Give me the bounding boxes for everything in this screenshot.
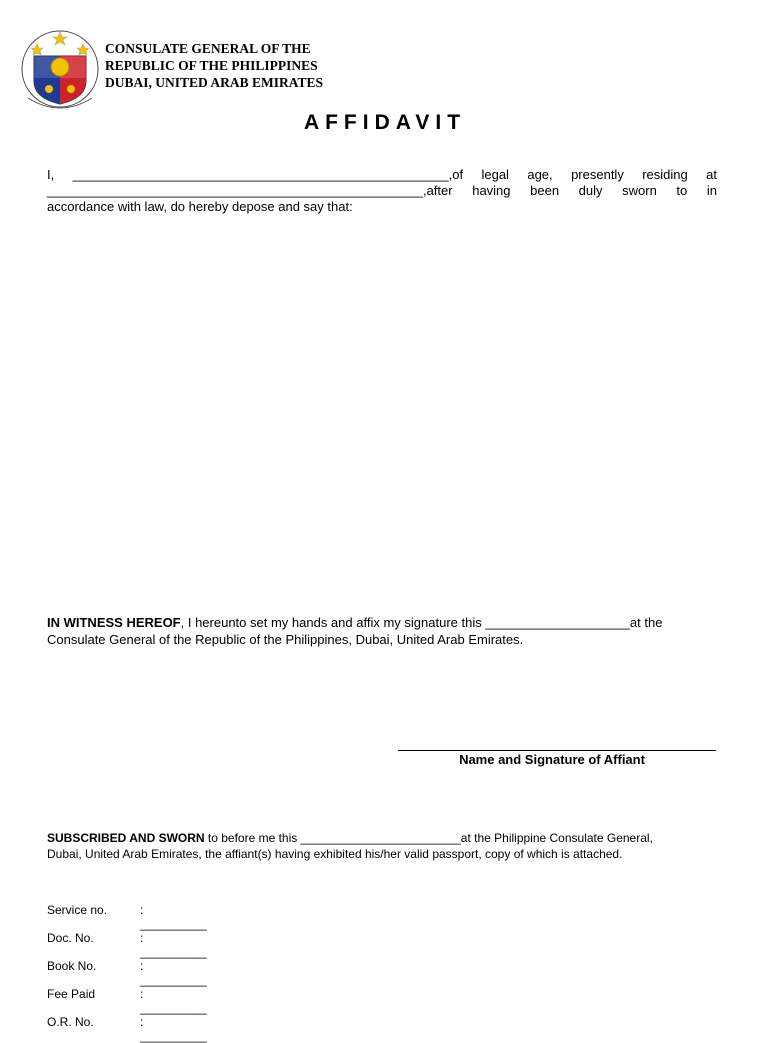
service-blank[interactable]: : __________ [140,903,207,931]
service-label: Service no. [47,903,108,917]
service-row [47,1015,210,1043]
service-blank[interactable]: : __________ [140,1015,207,1043]
header-line-1: CONSULATE GENERAL OF THE [105,41,311,56]
address-blank[interactable]: ____________________________________________________ [47,183,423,198]
witness-paragraph [47,614,717,648]
consulate-header [105,40,323,91]
signature-label: Name and Signature of Affiant [459,752,645,767]
header-line-3: DUBAI, UNITED ARAB EMIRATES [105,75,324,90]
service-label: O.R. No. [47,1015,94,1029]
service-label: Book No. [47,959,97,973]
witness-line-1 [47,614,717,631]
witness-text-1: , I hereunto set my hands and affix my signature this ____________________at the [180,615,663,630]
intro-line-2 [47,183,717,199]
intro-line-3: accordance with law, do hereby depose and say that: [47,199,353,214]
service-label: Fee Paid [47,987,96,1001]
document-title: AFFIDAVIT [303,111,467,134]
service-details [47,903,210,1043]
intro-line-1-text: ,of legal age, presently residing at [448,167,718,182]
philippine-seal-icon [20,26,100,112]
sworn-line-2: Dubai, United Arab Emirates, the affiant(s) having exhibited his/her valid passport, copy of which is attached. [47,847,623,861]
witness-bold: IN WITNESS HEREOF [47,615,181,630]
service-row [47,903,210,931]
witness-line-2: Consulate General of the Republic of the Philippines, Dubai, United Arab Emirates. [47,632,524,647]
sworn-text-1: to before me this ________________________at the Philippine Consulate General, [204,831,653,845]
header-line-2: REPUBLIC OF THE PHILIPPINES [105,58,318,73]
name-blank[interactable]: I, ____________________________________________________ [47,167,449,182]
signature-line[interactable] [398,738,716,751]
service-blank[interactable]: : __________ [140,931,207,959]
sworn-paragraph [47,830,727,862]
service-label: Doc. No. [47,931,94,945]
sworn-line-1 [47,830,727,846]
intro-paragraph [47,167,717,215]
service-blank[interactable]: : __________ [140,959,207,987]
sworn-bold: SUBSCRIBED AND SWORN [47,831,205,845]
service-row [47,987,210,1015]
service-row [47,931,210,959]
service-blank[interactable]: : __________ [140,987,207,1015]
intro-line-1 [47,167,717,183]
service-row [47,959,210,987]
intro-line-2-text: ,after having been duly sworn to in [422,183,717,198]
